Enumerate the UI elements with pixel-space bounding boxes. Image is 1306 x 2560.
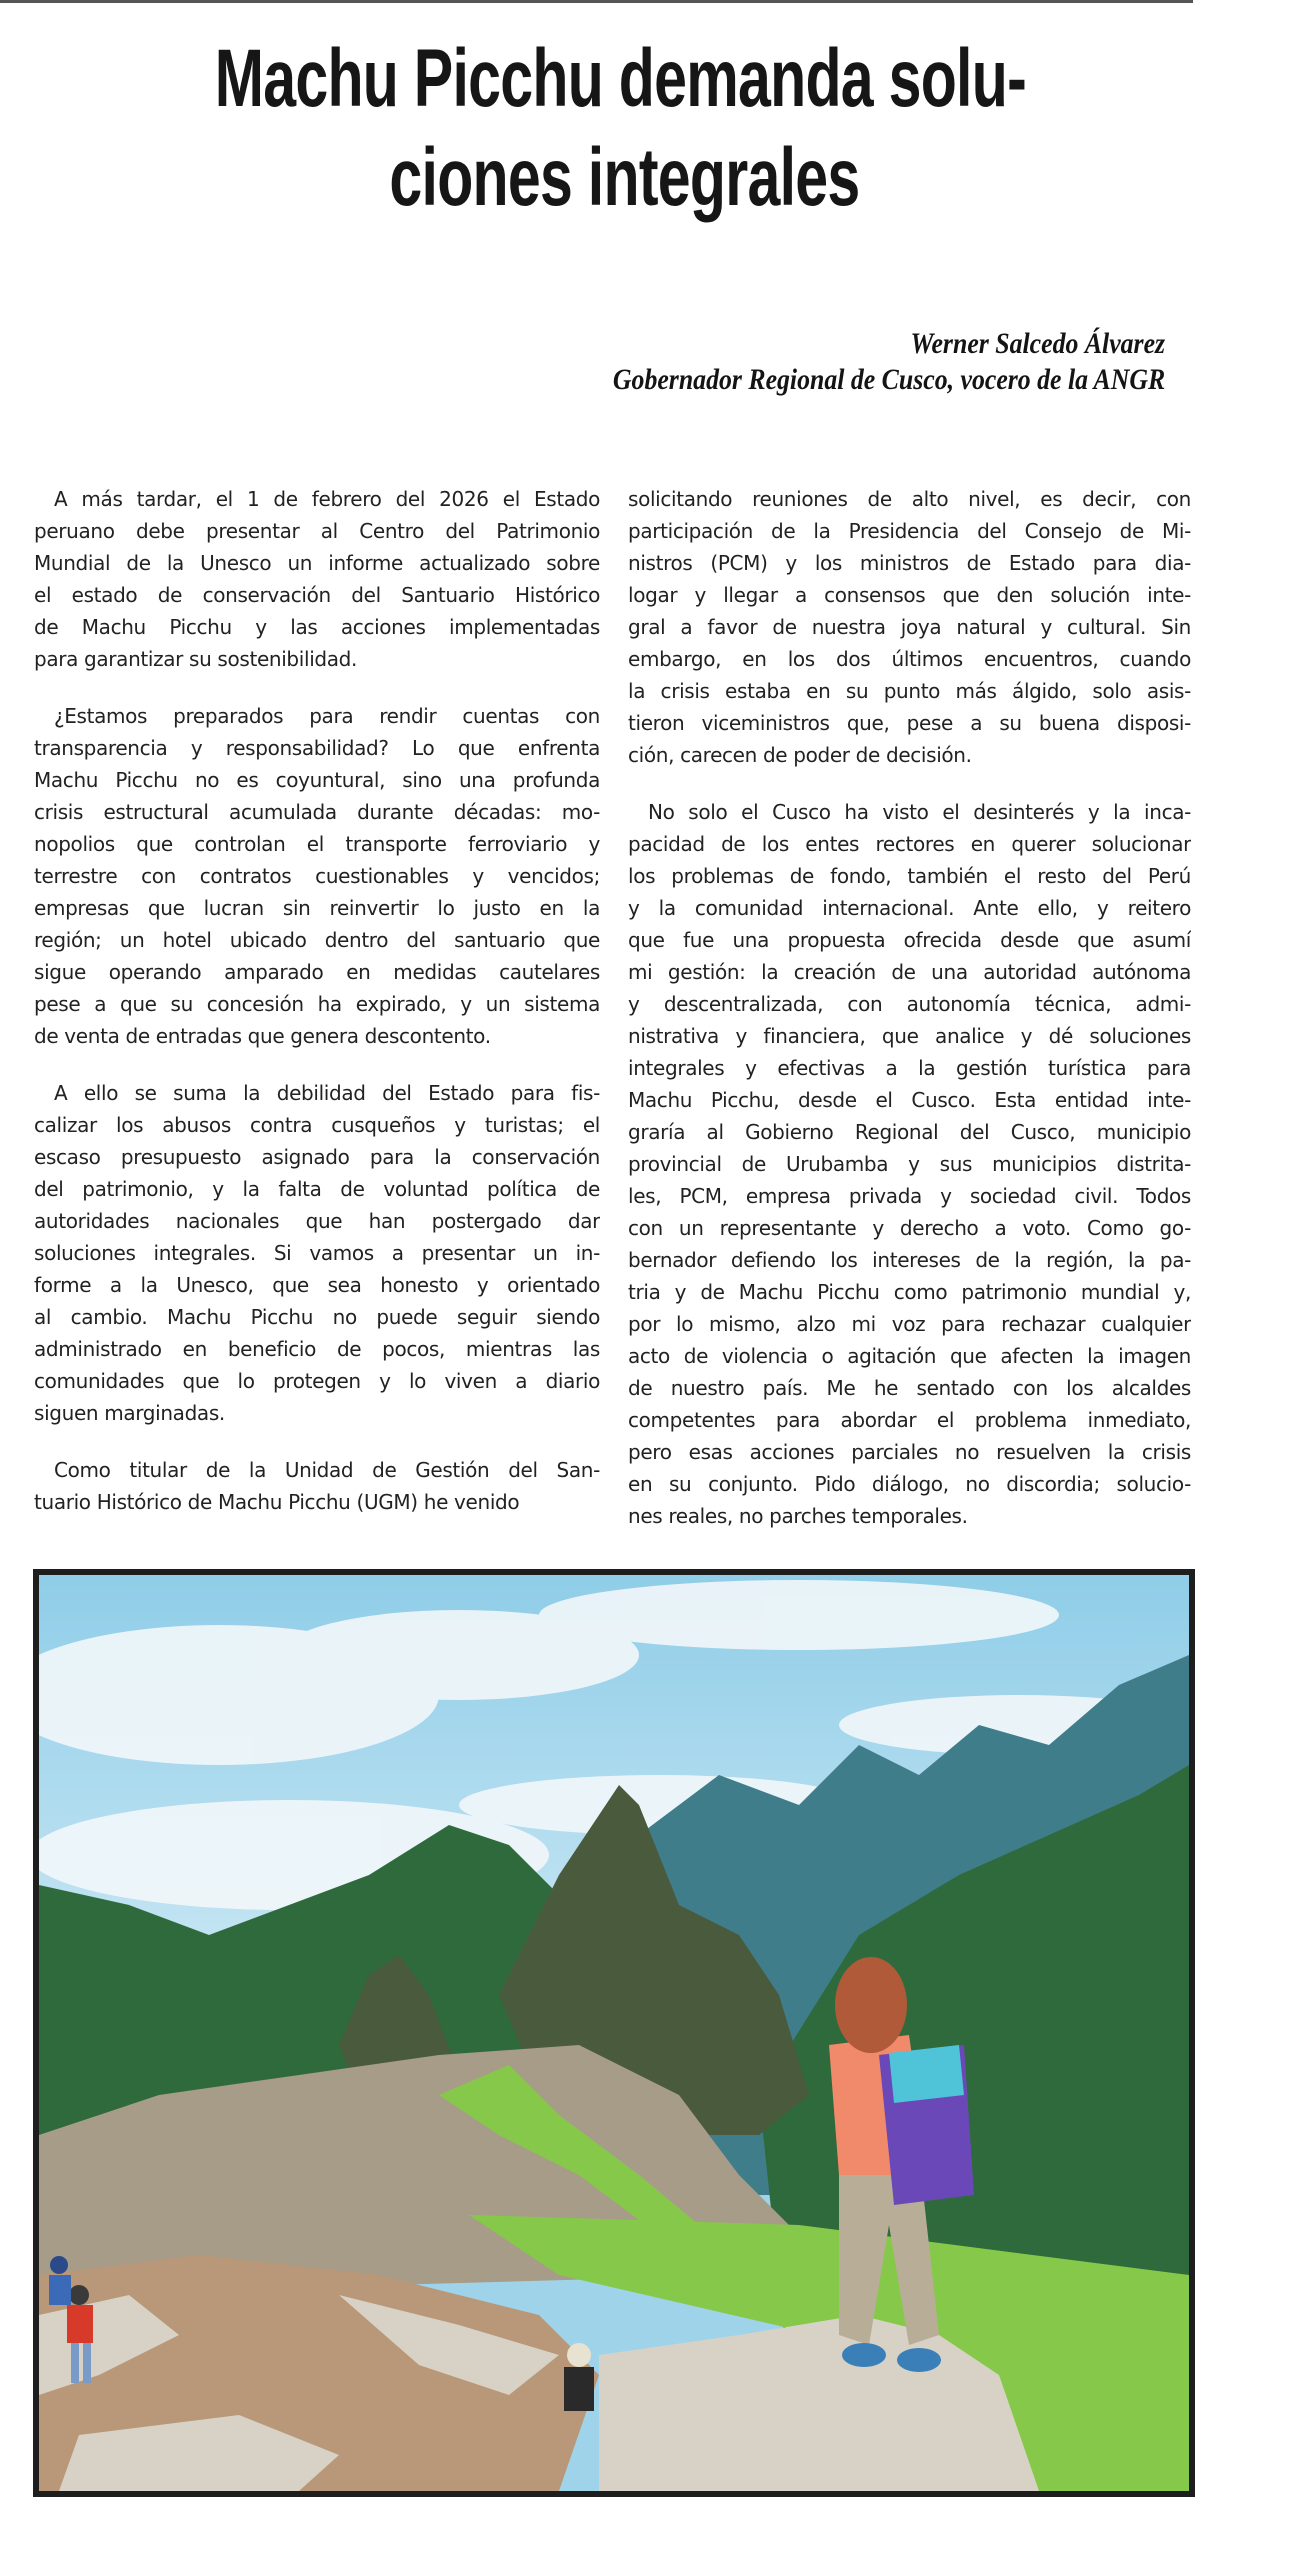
paragraph — [34, 700, 600, 1052]
paragraph — [34, 1454, 600, 1518]
text-line: autoridades nacionales que han postergado dar — [34, 1209, 600, 1233]
text-line: crisis estructural acumulada durante décadas: mo- — [34, 800, 600, 824]
machu-picchu-illustration — [39, 1575, 1189, 2491]
paragraph — [34, 1077, 600, 1429]
text-line: de Machu Picchu y las acciones implementadas — [34, 615, 600, 639]
text-line: terrestre con contratos cuestionables y vencidos; — [34, 864, 600, 888]
text-line: nistros (PCM) y los ministros de Estado para dia- — [628, 551, 1191, 575]
text-line: Machu Picchu, desde el Cusco. Esta entidad inte- — [628, 1088, 1191, 1112]
text-line: A ello se suma la debilidad del Estado para fis- — [54, 1081, 600, 1105]
text-line: graría al Gobierno Regional del Cusco, municipio — [628, 1120, 1191, 1144]
paragraph — [628, 796, 1191, 1532]
text-line: el estado de conservación del Santuario Histórico — [34, 583, 600, 607]
text-line: tria y de Machu Picchu como patrimonio mundial y, — [628, 1280, 1191, 1304]
title-line-2-text: ciones integrales — [388, 132, 860, 223]
text-line: ¿Estamos preparados para rendir cuentas con — [54, 704, 600, 728]
text-line: acto de violencia o agitación que afecten la imagen — [628, 1344, 1191, 1368]
text-line: escaso presupuesto asignado para la conservación — [34, 1145, 600, 1169]
title-line-1 — [0, 33, 1240, 124]
text-line: integrales y efectivas a la gestión turística para — [628, 1056, 1191, 1080]
text-line: No solo el Cusco ha visto el desinterés y la inca- — [648, 800, 1191, 824]
text-line: con un representante y derecho a voto. Como go- — [628, 1216, 1191, 1240]
article-photo — [33, 1569, 1195, 2497]
paragraph — [628, 483, 1191, 771]
text-line: región; un hotel ubicado dentro del santuario que — [34, 928, 600, 952]
column-right — [628, 483, 1191, 1557]
text-line: pese a que su concesión ha expirado, y un sistema — [34, 992, 600, 1016]
text-line: sigue operando amparado en medidas cautelares — [34, 960, 600, 984]
text-line: y la comunidad internacional. Ante ello, y reitero — [628, 896, 1191, 920]
author-name — [869, 328, 1165, 360]
author-name-text: Werner Salcedo Álvarez — [910, 327, 1165, 360]
text-line: tieron viceministros que, pese a su buena disposi- — [628, 711, 1191, 735]
text-line: forme a la Unesco, que sea honesto y orientado — [34, 1273, 600, 1297]
text-line: por lo mismo, alzo mi voz para rechazar cualquier — [628, 1312, 1191, 1336]
text-line: y descentralizada, con autonomía técnica, admi- — [628, 992, 1191, 1016]
text-line: transparencia y responsabilidad? Lo que enfrenta — [34, 736, 600, 760]
text-line: nopolios que controlan el transporte ferroviario y — [34, 832, 600, 856]
text-line: calizar los abusos contra cusqueños y turistas; el — [34, 1113, 600, 1137]
title-line-2 — [4, 132, 1244, 223]
text-line: pero esas acciones parciales no resuelven la crisis — [628, 1440, 1191, 1464]
text-line: del patrimonio, y la falta de voluntad política de — [34, 1177, 600, 1201]
text-line: ción, carecen de poder de decisión. — [628, 743, 972, 767]
text-line: participación de la Presidencia del Consejo de Mi- — [628, 519, 1191, 543]
text-line: tuario Histórico de Machu Picchu (UGM) he venido — [34, 1490, 520, 1514]
text-line: comunidades que lo protegen y lo viven a diario — [34, 1369, 600, 1393]
text-line: nes reales, no parches temporales. — [628, 1504, 968, 1528]
text-line: embargo, en los dos últimos encuentros, cuando — [628, 647, 1191, 671]
text-line: les, PCM, empresa privada y sociedad civil. Todos — [628, 1184, 1191, 1208]
text-line: Como titular de la Unidad de Gestión del San- — [54, 1458, 600, 1482]
text-line: mi gestión: la creación de una autoridad autónoma — [628, 960, 1191, 984]
text-line: Mundial de la Unesco un informe actualizado sobre — [34, 551, 600, 575]
top-rule — [0, 0, 1193, 3]
text-line: nistrativa y financiera, que analice y dé soluciones — [628, 1024, 1191, 1048]
text-line: los problemas de fondo, también el resto del Perú — [628, 864, 1191, 888]
text-line: empresas que lucran sin reinvertir lo justo en la — [34, 896, 600, 920]
text-line: A más tardar, el 1 de febrero del 2026 el Estado — [54, 487, 600, 511]
text-line: siguen marginadas. — [34, 1401, 225, 1425]
text-line: para garantizar su sostenibilidad. — [34, 647, 358, 671]
author-role — [523, 364, 1165, 396]
paragraph — [34, 483, 600, 675]
text-line: bernador defiendo los intereses de la región, la pa- — [628, 1248, 1191, 1272]
text-line: gral a favor de nuestra joya natural y cultural. Sin — [628, 615, 1191, 639]
text-line: solicitando reuniones de alto nivel, es decir, con — [628, 487, 1191, 511]
text-line: administrado en beneficio de pocos, mientras las — [34, 1337, 600, 1361]
author-role-text: Gobernador Regional de Cusco, vocero de la ANGR — [612, 363, 1165, 396]
text-line: logar y llegar a consensos que den solución inte- — [628, 583, 1191, 607]
column-left — [34, 483, 600, 1543]
text-line: Machu Picchu no es coyuntural, sino una profunda — [34, 768, 600, 792]
text-line: pacidad de los entes rectores en querer solucionar — [628, 832, 1191, 856]
text-line: al cambio. Machu Picchu no puede seguir siendo — [34, 1305, 600, 1329]
text-line: en su conjunto. Pido diálogo, no discordia; solucio- — [628, 1472, 1191, 1496]
text-line: provincial de Urubamba y sus municipios distrita- — [628, 1152, 1191, 1176]
title-line-1-text: Machu Picchu demanda solu- — [214, 33, 1026, 124]
text-line: de nuestro país. Me he sentado con los alcaldes — [628, 1376, 1191, 1400]
text-line: soluciones integrales. Si vamos a presentar un in- — [34, 1241, 600, 1265]
text-line: competentes para abordar el problema inmediato, — [628, 1408, 1191, 1432]
text-line: la crisis estaba en su punto más álgido, solo asis- — [628, 679, 1191, 703]
text-line: peruano debe presentar al Centro del Patrimonio — [34, 519, 600, 543]
text-line: de venta de entradas que genera descontento. — [34, 1024, 491, 1048]
text-line: que fue una propuesta ofrecida desde que asumí — [628, 928, 1191, 952]
